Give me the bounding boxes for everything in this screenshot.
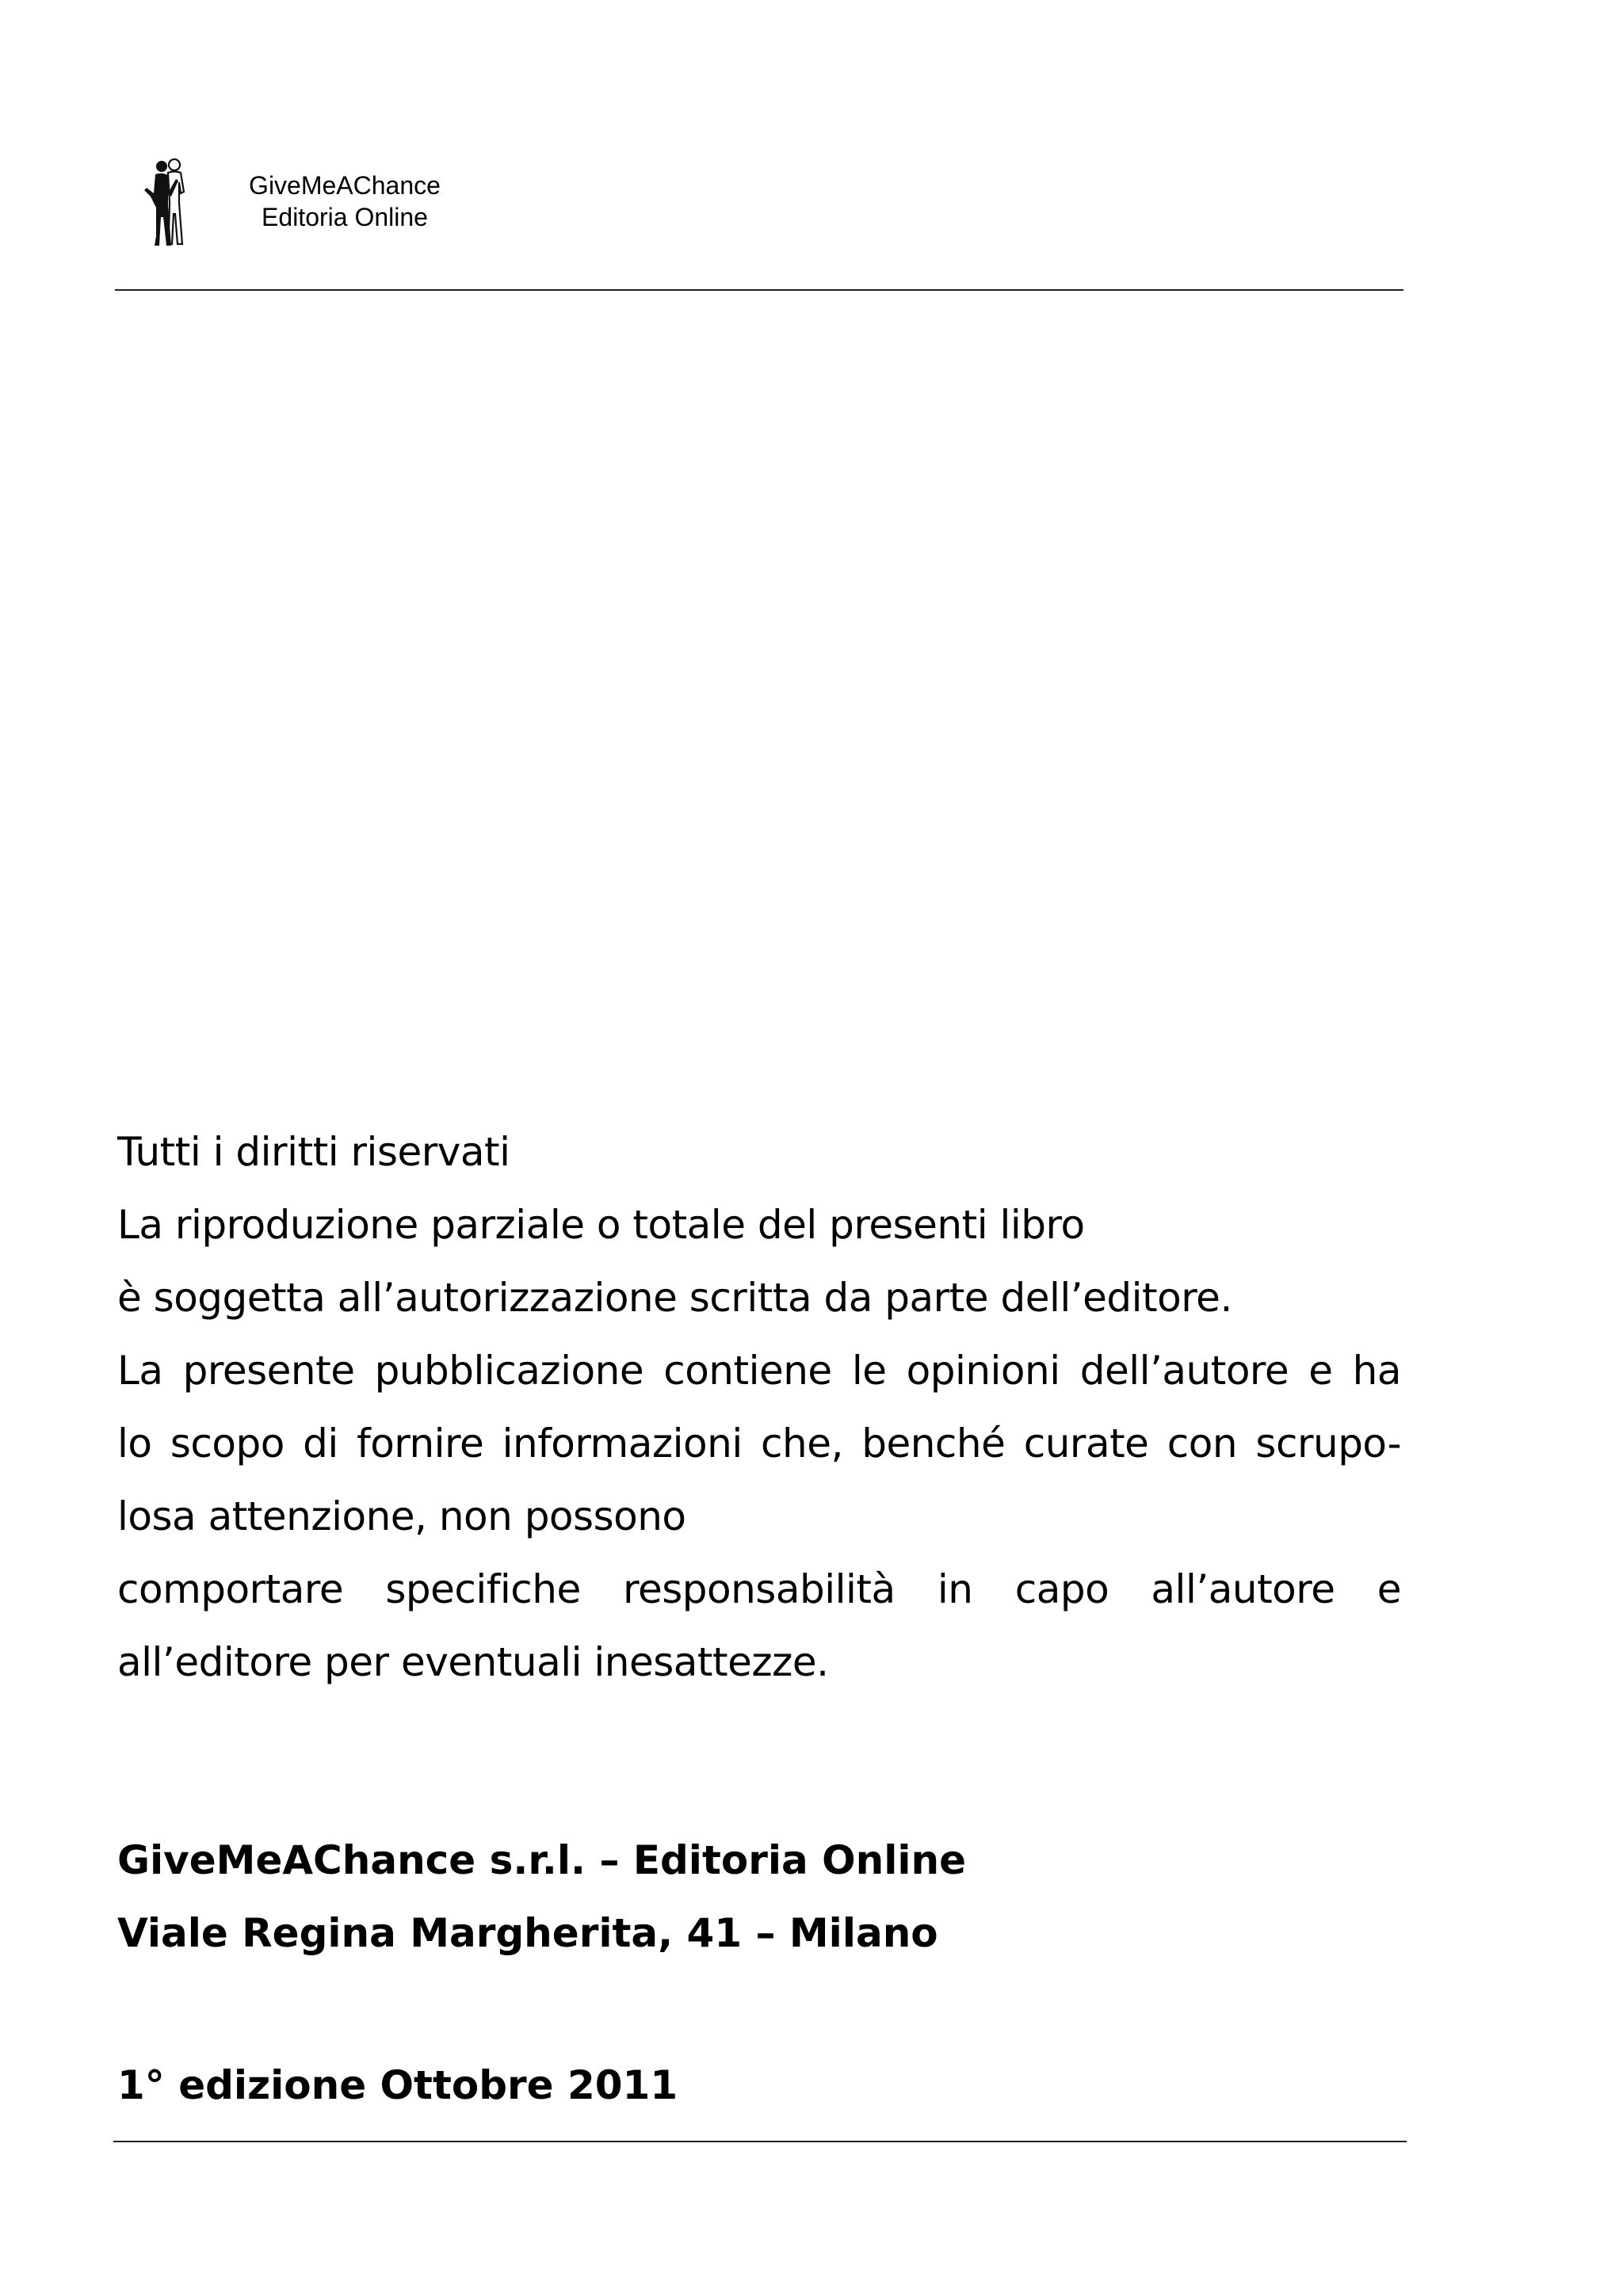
- notice-line: Tutti i diritti riservati: [117, 1129, 510, 1175]
- header-divider: [115, 289, 1403, 291]
- footer-divider: [113, 2141, 1407, 2142]
- street-address: Viale Regina Margherita, 41 – Milano: [117, 1910, 938, 1956]
- notice-line: La riproduzione parziale o totale del presenti libro: [117, 1202, 1085, 1248]
- notice-line: La presente pubblicazione contiene le opinioni dell’autore e ha: [117, 1348, 1401, 1394]
- publisher-subtitle: Editoria Online: [262, 203, 428, 231]
- notice-line: comportare specifiche responsabilità in capo all’autore e: [117, 1566, 1401, 1612]
- publisher-name: GiveMeAChance: [249, 171, 441, 200]
- publisher-wordmark: [230, 170, 460, 233]
- copyright-notice: [117, 1116, 1401, 1699]
- notice-line: all’editore per eventuali inesattezze.: [117, 1639, 829, 1685]
- notice-line: lo scopo di fornire informazioni che, benché curate con scrupo-: [117, 1421, 1401, 1466]
- company-name: GiveMeAChance s.r.l. – Editoria Online: [117, 1837, 967, 1883]
- notice-line: è soggetta all’autorizzazione scritta da parte dell’editore.: [117, 1275, 1232, 1321]
- notice-line: losa attenzione, non possono: [117, 1493, 686, 1539]
- human-figures-logo-icon: [136, 155, 200, 250]
- publisher-address: [117, 1824, 966, 1970]
- edition-info: 1° edizione Ottobre 2011: [117, 2062, 678, 2108]
